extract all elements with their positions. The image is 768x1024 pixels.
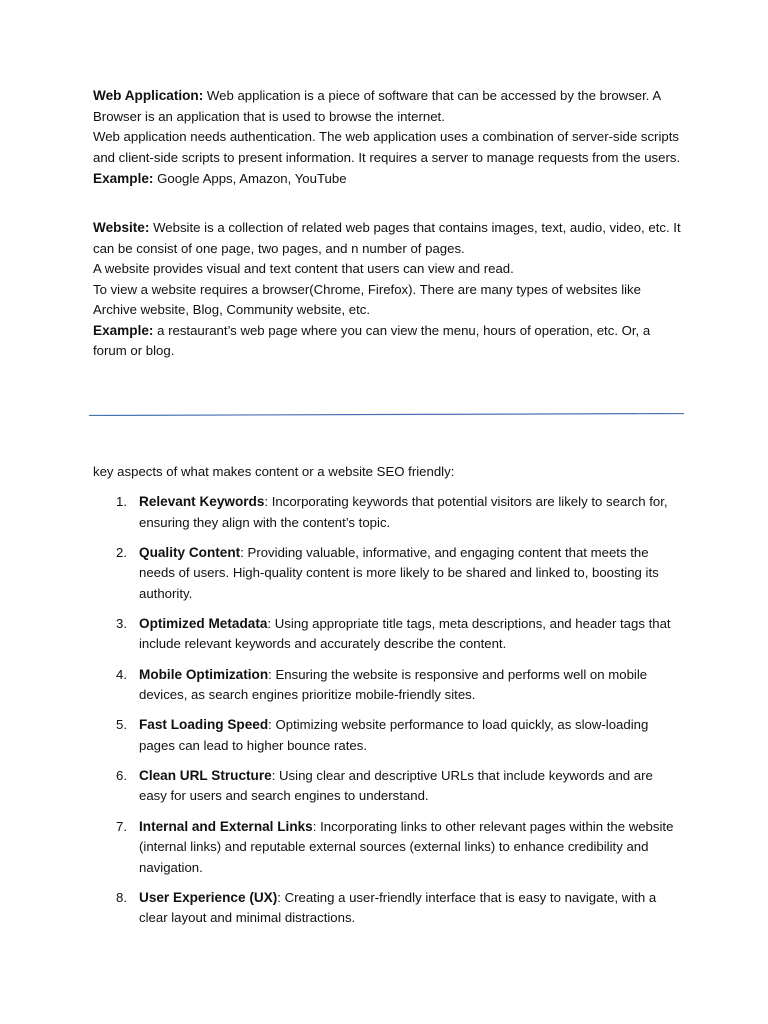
list-item bbox=[93, 492, 683, 533]
list-item-text: : Providing valuable, informative, and engaging content that meets the needs of users. High-quality content is more likely to be shared and linked to, boosting its authority. bbox=[139, 544, 659, 601]
website-section bbox=[93, 218, 683, 362]
website-example-text: a restaurant’s web page where you can view the menu, hours of operation, etc. Or, a forum or blog. bbox=[93, 322, 651, 358]
web-application-intro bbox=[93, 86, 683, 127]
list-item-text: : Using clear and descriptive URLs that include keywords and are easy for users and search engines to understand. bbox=[139, 767, 653, 804]
seo-intro: key aspects of what makes content or a website SEO friendly: bbox=[93, 464, 455, 479]
list-item-number: 6. bbox=[116, 767, 127, 783]
list-item-number: 3. bbox=[116, 615, 127, 631]
website-example bbox=[93, 321, 683, 362]
web-application-intro-text: Web application is a piece of software that can be accessed by the browser. A Browser is an application that is used to browse the internet. bbox=[93, 88, 661, 124]
list-item bbox=[93, 543, 683, 605]
list-item-text: : Using appropriate title tags, meta descriptions, and header tags that include relevant keywords and accurately describe the content. bbox=[139, 615, 671, 652]
list-item bbox=[93, 888, 683, 929]
seo-aspects-list bbox=[93, 492, 683, 939]
list-item-title: Internal and External Links bbox=[139, 818, 313, 834]
web-application-section bbox=[93, 86, 683, 190]
website-intro bbox=[93, 218, 683, 259]
list-item-title: User Experience (UX) bbox=[139, 889, 278, 905]
website-heading: Website: bbox=[93, 220, 150, 235]
list-item-number: 1. bbox=[116, 494, 127, 509]
list-item-number: 5. bbox=[116, 717, 127, 733]
divider-line bbox=[89, 414, 684, 416]
website-example-label: Example: bbox=[93, 322, 154, 338]
list-item-number: 2. bbox=[116, 544, 127, 560]
web-application-body: Web application needs authentication. The web application uses a combination of server-side scripts and client-side scripts to present information. It requires a server to manage requests from the users. bbox=[93, 129, 681, 165]
website-line-2: A website provides visual and text content that users can view and read. bbox=[93, 261, 514, 276]
list-item bbox=[93, 614, 683, 655]
list-item-text: : Optimizing website performance to load quickly, as slow-loading pages can lead to higher bounce rates. bbox=[139, 717, 649, 753]
list-item-number: 4. bbox=[116, 666, 127, 682]
horizontal-divider bbox=[89, 413, 684, 416]
list-item bbox=[93, 817, 683, 879]
list-item-text: : Incorporating links to other relevant pages within the website (internal links) and reputable external sources (external links) to enhance credibility and navigation. bbox=[139, 818, 674, 875]
list-item-title: Fast Loading Speed bbox=[139, 717, 269, 733]
list-item-title: Optimized Metadata bbox=[139, 615, 268, 631]
web-application-example-label: Example: bbox=[93, 171, 154, 186]
web-application-heading: Web Application: bbox=[93, 88, 204, 103]
list-item-title: Clean URL Structure bbox=[139, 767, 272, 783]
list-item bbox=[93, 715, 683, 756]
web-application-example bbox=[93, 169, 683, 190]
list-item-text: : Incorporating keywords that potential visitors are likely to search for, ensuring they align with the content’s topic. bbox=[139, 494, 668, 530]
website-line-3: To view a website requires a browser(Chrome, Firefox). There are many types of websites like Archive website, Blog, Community website, etc. bbox=[93, 281, 641, 317]
website-intro-text: Website is a collection of related web pages that contains images, text, audio, video, etc. It can be consist of one page, two pages, and n number of pages. bbox=[93, 220, 681, 256]
list-item bbox=[93, 766, 683, 807]
list-item-text: : Ensuring the website is responsive and performs well on mobile devices, as search engines prioritize mobile-friendly sites. bbox=[139, 666, 648, 703]
list-item-number: 8. bbox=[116, 889, 127, 905]
list-item bbox=[93, 665, 683, 706]
list-item-number: 7. bbox=[116, 818, 127, 834]
list-item-title: Quality Content bbox=[139, 544, 241, 560]
list-item-text: : Creating a user-friendly interface that is easy to navigate, with a clear layout and minimal distractions. bbox=[139, 889, 657, 926]
list-item-title: Relevant Keywords bbox=[139, 494, 265, 509]
list-item-title: Mobile Optimization bbox=[139, 666, 269, 682]
web-application-example-text: Google Apps, Amazon, YouTube bbox=[153, 171, 347, 186]
